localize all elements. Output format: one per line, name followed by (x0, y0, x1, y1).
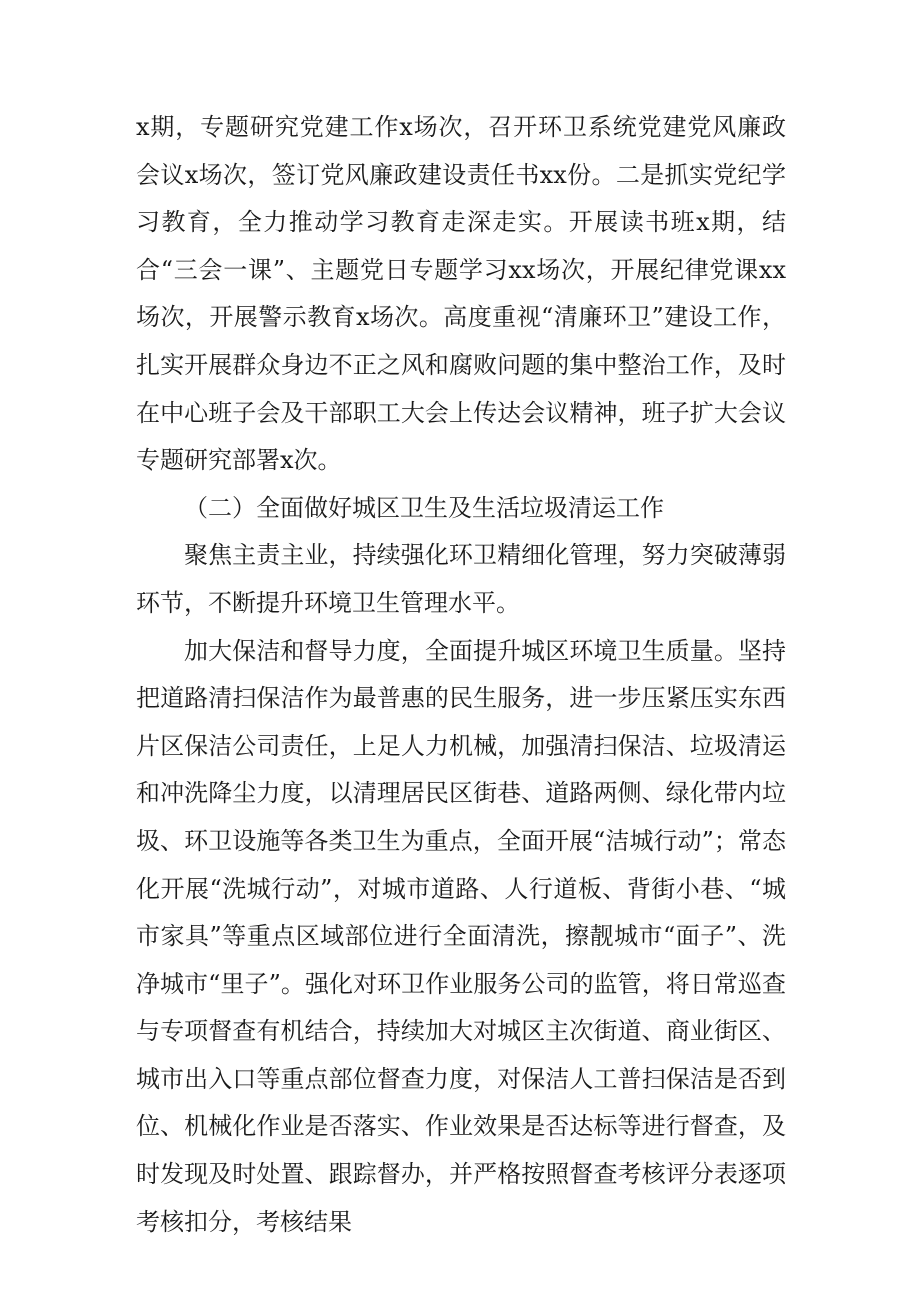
paragraph-party-building: x期，专题研究党建工作x场次，召开环卫系统党建党风廉政会议x场次，签订党风廉政建设责任书xx份。二是抓实党纪学习教育，全力推动学习教育走深走实。开展读书班x期，结合“三会一课”、主题党日专题学习xx场次，开展纪律党课xx场次，开展警示教育x场次。高度重视“清廉环卫”建设工作，扎实开展群众身边不正之风和腐败问题的集中整治工作，及时在中心班子会及干部职工大会上传达会议精神，班子扩大会议专题研究部署x次。 (136, 113, 786, 475)
section-heading-sanitation: （二）全面做好城区卫生及生活垃圾清运工作 (184, 493, 664, 522)
paragraph-cleaning-supervision: 加大保洁和督导力度，全面提升城区环境卫生质量。坚持把道路清扫保洁作为最普惠的民生服务，进一步压紧压实东西片区保洁公司责任，上足人力机械，加强清扫保洁、垃圾清运和冲洗降尘力度，以清理居民区街巷、道路两侧、绿化带内垃圾、环卫设施等各类卫生为重点，全面开展“洁城行动”；常态化开展“洗城行动”，对城市道路、人行道板、背街小巷、“城市家具”等重点区域部位进行全面清洗，擦靓城市“面子”、洗净城市“里子”。强化对环卫作业服务公司的监管，将日常巡查与专项督查有机结合，持续加大对城区主次街道、商业街区、城市出入口等重点部位督查力度，对保洁人工普扫保洁是否到位、机械化作业是否落实、作业效果是否达标等进行督查，及时发现及时处置、跟踪督办，并严格按照督查考核评分表逐项考核扣分，考核结果 (136, 636, 786, 1236)
document-body (136, 104, 786, 1246)
paragraph-focus-responsibilities: 聚焦主责主业，持续强化环卫精细化管理，努力突破薄弱环节，不断提升环境卫生管理水平。 (136, 541, 786, 617)
